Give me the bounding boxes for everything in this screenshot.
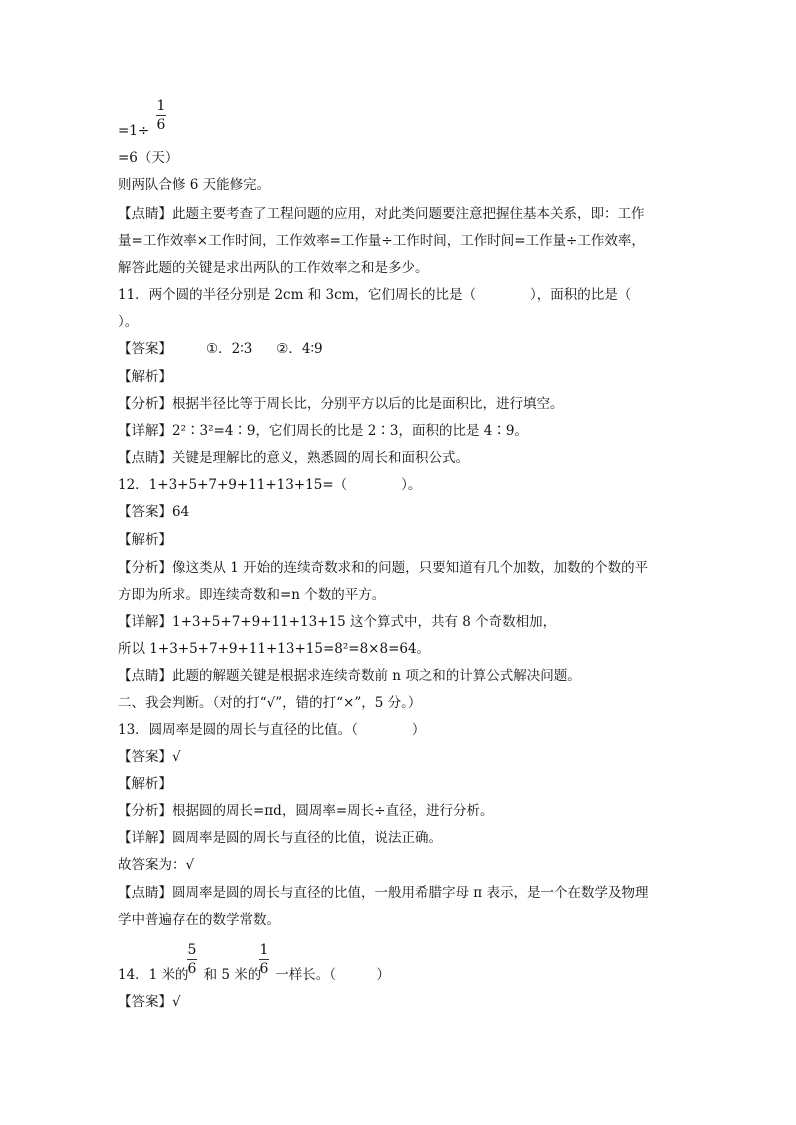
tip-13-line-2: 学中普遍存在的数学常数。	[118, 912, 280, 928]
tip-line-1: 【点睛】此题主要考查了工程问题的应用，对此类问题要注意把握住基本关系，即：工作	[118, 206, 645, 222]
question-11-cont: ）。	[118, 314, 139, 330]
analysis-13: 【分析】根据圆的周长=πd，圆周率=周长÷直径，进行分析。	[118, 803, 494, 819]
analysis-heading: 【解析】	[118, 369, 172, 385]
detail-12-line-1: 【详解】1+3+5+7+9+11+13+15 这个算式中，共有 8 个奇数相加，	[118, 614, 557, 630]
calc-line-2: =6（天）	[118, 150, 179, 166]
answer-note-13: 故答案为：√	[118, 857, 195, 873]
analysis-heading: 【解析】	[118, 532, 172, 548]
question-14-part-2: 和 5 米的	[203, 967, 262, 983]
section-heading: 二、我会判断。（对的打“√”，错的打“×”，5 分。）	[118, 695, 422, 711]
detail-13: 【详解】圆周率是圆的周长与直径的比值，说法正确。	[118, 830, 442, 846]
fraction-denominator: 6	[156, 117, 166, 133]
question-11: 11．两个圆的半径分别是 2cm 和 3cm，它们周长的比是（ ），面积的比是（	[118, 287, 632, 303]
calc-line-1: =1÷	[118, 123, 150, 139]
tip-13-line-1: 【点睛】圆周率是圆的周长与直径的比值，一般用希腊字母 π 表示，是一个在数学及物理	[118, 885, 649, 901]
fraction-one-sixth	[156, 98, 166, 133]
analysis-11: 【分析】根据半径比等于周长比，分别平方以后的比是面积比，进行填空。	[118, 396, 564, 412]
answer-14: 【答案】√	[118, 994, 181, 1010]
tip-line-3: 解答此题的关键是求出两队的工作效率之和是多少。	[118, 260, 429, 276]
fraction-denominator: 6	[259, 961, 269, 977]
answer-12: 【答案】64	[118, 504, 190, 520]
fraction-bar	[156, 115, 166, 116]
tip-line-2: 量=工作效率×工作时间，工作效率=工作量÷工作时间，工作时间=工作量÷工作效率，	[118, 233, 645, 249]
fraction-numerator: 1	[259, 942, 269, 958]
tip-12: 【点睛】此题的解题关键是根据求连续奇数前 n 项之和的计算公式解决问题。	[118, 668, 581, 684]
detail-11: 【详解】2²∶3²=4∶9，它们周长的比是 2∶3，面积的比是 4∶9。	[118, 423, 528, 439]
fraction-bar	[259, 959, 269, 960]
tip-11: 【点睛】关键是理解比的意义，熟悉圆的周长和面积公式。	[118, 450, 469, 466]
fraction-numerator: 5	[187, 942, 197, 958]
answer-part-2: ②．4∶9	[276, 341, 323, 357]
conclusion-line: 则两队合修 6 天能修完。	[118, 177, 271, 193]
question-12: 12．1+3+5+7+9+11+13+15=（ ）。	[118, 477, 422, 493]
question-14-part-3: 一样长。（ ）	[275, 967, 390, 983]
analysis-heading: 【解析】	[118, 776, 172, 792]
fraction-numerator: 1	[156, 98, 166, 114]
answer-label: 【答案】	[118, 341, 172, 357]
question-13: 13．圆周率是圆的周长与直径的比值。（ ）	[118, 722, 426, 738]
fraction-denominator: 6	[187, 961, 197, 977]
question-14	[118, 965, 390, 985]
answer-part-1: ①．2∶3	[206, 341, 253, 357]
answer-13: 【答案】√	[118, 749, 181, 765]
detail-12-line-2: 所以 1+3+5+7+9+11+13+15=8²=8×8=64。	[118, 641, 431, 657]
question-14-part-1: 14．1 米的	[118, 967, 189, 983]
answer-11	[118, 339, 323, 359]
analysis-12-line-2: 方即为所求。即连续奇数和=n 个数的平方。	[118, 587, 386, 603]
analysis-12-line-1: 【分析】像这类从 1 开始的连续奇数求和的问题，只要知道有几个加数，加数的个数的平	[118, 560, 649, 576]
fraction-bar	[187, 959, 197, 960]
